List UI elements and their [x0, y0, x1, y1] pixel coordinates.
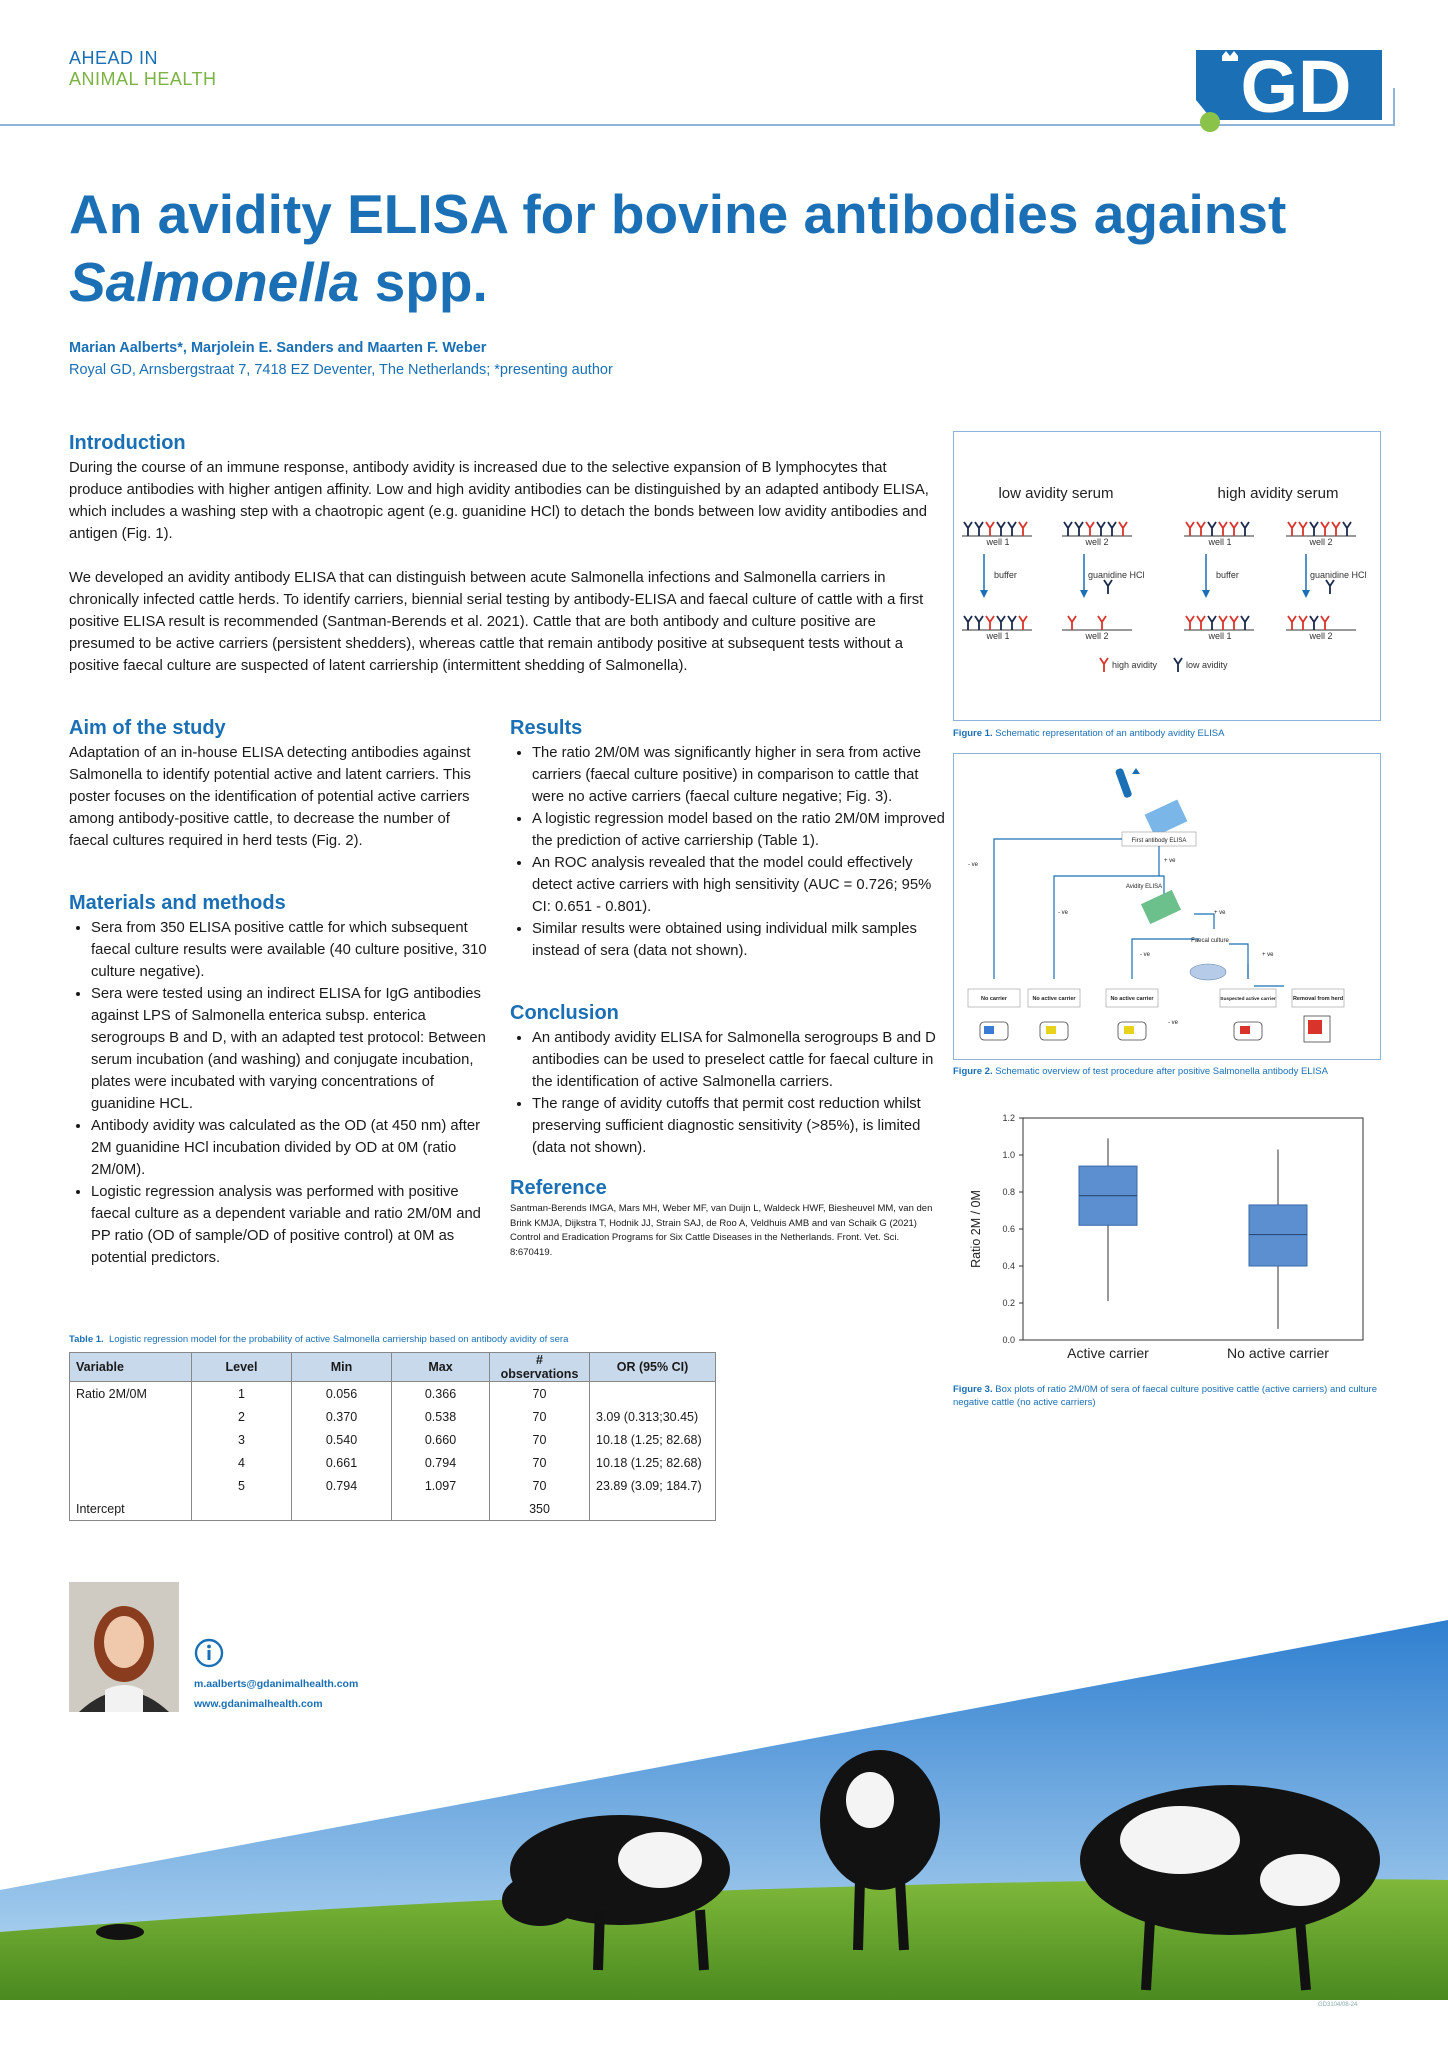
antibody-icons — [962, 522, 1356, 672]
methods-list — [69, 917, 501, 1269]
table-cell: 0.794 — [392, 1451, 490, 1474]
high-avidity-antibody-icon — [1230, 522, 1238, 536]
low-avidity-antibody-icon — [1008, 522, 1016, 536]
low-avidity-antibody-icon — [975, 522, 983, 536]
table-cell — [70, 1428, 192, 1451]
ve-label-1: - ve — [968, 862, 979, 868]
figure2-caption-text: Schematic overview of test procedure after positive Salmonella antibody ELISA — [995, 1066, 1328, 1077]
low-avidity-antibody-icon — [1019, 522, 1027, 536]
high-avidity-antibody-icon — [1219, 616, 1227, 630]
low-avidity-antibody-icon — [1097, 522, 1105, 536]
suspected-carrier-label: Suspected active carrier — [1220, 997, 1276, 1002]
table-cell: 0.794 — [292, 1474, 392, 1497]
table-cell: 10.18 (1.25; 82.68) — [590, 1428, 716, 1451]
figure3-caption-text: Box plots of ratio 2M/0M of sera of faecal culture positive cattle (active carriers) and culture negative cattle (no active carriers) — [953, 1384, 1377, 1408]
x-category-label: Active carrier — [1067, 1345, 1149, 1361]
table1-caption-text: Logistic regression model for the probability of active Salmonella carriership based on antibody avidity of sera — [108, 1334, 569, 1345]
table-row — [70, 1474, 716, 1497]
introduction-para1: During the course of an immune response, antibody avidity is increased due to the selective expansion of B lymphocytes that produce antibodies with higher antigen affinity. Low and high avidity antibodies can be distinguished by an adapted antibody ELISA, which includes a washing step with a chaotropic agent (e.g. guanidine HCl) to detach the bonds between low avidity antibodies and antigen (Fig. 1). — [69, 460, 929, 542]
figure3-caption-label: Figure 3. — [953, 1384, 993, 1395]
column-header: # observations — [490, 1353, 590, 1382]
table-cell: 70 — [490, 1405, 590, 1428]
high-avidity-antibody-icon — [1219, 522, 1227, 536]
logo-text: GD — [1240, 50, 1352, 128]
column-header: Max — [392, 1353, 490, 1382]
results-list — [510, 742, 952, 962]
ve-label-2: + ve — [1164, 858, 1176, 864]
high-avidity-antibody-icon — [1197, 616, 1205, 630]
table-cell — [70, 1451, 192, 1474]
low-avidity-antibody-icon — [975, 616, 983, 630]
avidity-elisa-label: Avidity ELISA — [1125, 884, 1163, 890]
legend-high-label: high avidity — [1112, 660, 1158, 670]
table-cell — [70, 1474, 192, 1497]
figure3-caption — [953, 1383, 1383, 1409]
legend-low-icon — [1174, 658, 1182, 672]
table-cell: 70 — [490, 1382, 590, 1406]
table-cell: 2 — [192, 1405, 292, 1428]
figure2-box — [953, 753, 1381, 1060]
table-cell: 3.09 (0.313;30.45) — [590, 1405, 716, 1428]
table-cell: 10.18 (1.25; 82.68) — [590, 1451, 716, 1474]
guanidine-label: guanidine HCl — [1310, 570, 1367, 580]
column-header: Min — [292, 1353, 392, 1382]
buffer-label: buffer — [1216, 570, 1239, 580]
table1-caption — [69, 1334, 568, 1345]
no-active-carrier-label: No active carrier — [1032, 996, 1076, 1002]
guanidine-label: guanidine HCl — [1088, 570, 1145, 580]
results-item: • Similar results were obtained using individual milk samples instead of sera (data not shown). — [532, 918, 952, 962]
methods-item: • Sera were tested using an indirect ELISA for IgG antibodies against LPS of Salmonella enterica subsp. enterica serogroups B and D, with an adapted test protocol: Between serum incubation (and washing) and conjugate incubation, plates were incubated with varying concentrations of guanidine HCL. — [91, 983, 501, 1115]
high-avidity-antibody-icon — [1343, 522, 1351, 536]
title-rest: spp. — [359, 251, 488, 313]
logo-dot-icon — [1200, 112, 1220, 132]
low-avidity-antibody-icon — [997, 616, 1005, 630]
results-item: • The ratio 2M/0M was significantly higher in sera from active carriers (faecal culture positive) in comparison to cattle that were no active carriers (faecal culture negative; Fig. 3). — [532, 742, 952, 808]
table-row — [70, 1451, 716, 1474]
figure2-caption-label: Figure 2. — [953, 1066, 993, 1077]
no-carrier-label: No carrier — [981, 996, 1007, 1002]
well2-label: well 2 — [1085, 537, 1109, 547]
low-avidity-antibody-icon — [1019, 616, 1027, 630]
faecal-culture-label: Faecal culture — [1191, 938, 1229, 944]
ve-label-3: - ve — [1058, 910, 1069, 916]
box-no-active-carrier — [1249, 1205, 1307, 1266]
low-avidity-antibody-icon — [1086, 522, 1094, 536]
table-header-row — [70, 1353, 716, 1382]
tagline-line2: ANIMAL HEALTH — [69, 69, 217, 89]
table-cell: 3 — [192, 1428, 292, 1451]
low-avidity-antibody-icon — [964, 522, 972, 536]
y-tick-label: 1.2 — [1002, 1113, 1015, 1123]
footer-code: GD3104/08-24 — [1318, 2002, 1358, 2008]
author-photo — [69, 1582, 179, 1712]
header-rule-end — [1393, 88, 1395, 126]
well2-label: well 2 — [1309, 537, 1333, 547]
reference-text: Santman-Berends IMGA, Mars MH, Weber MF, van Duijn L, Waldeck HWF, Biesheuvel MM, van den Brink KMJA, Dijkstra T, Hodnik JJ, Strain SAJ, de Roo A, Veldhuis AMB and van Schaik G (2021) Control and Eradication Programs for Six Cattle Diseases in the Netherlands. Front. Vet. Sci. 8:670419. — [510, 1203, 933, 1258]
header-rule — [0, 124, 1395, 126]
avidity-plate-icon — [1141, 890, 1181, 924]
ve-label-6: + ve — [1262, 952, 1274, 958]
results-item: • An ROC analysis revealed that the model could effectively detect active carriers with high sensitivity (AUC = 0.726; 95% CI: 0.651 - 0.801). — [532, 852, 952, 918]
figure2-caption — [953, 1065, 1383, 1078]
table-row — [70, 1382, 716, 1406]
low-avidity-antibody-icon — [986, 522, 994, 536]
info-icon — [194, 1638, 224, 1668]
high-avidity-antibody-icon — [1288, 522, 1296, 536]
well2-label: well 2 — [1309, 631, 1333, 641]
table-cell: 1 — [192, 1382, 292, 1406]
test-tube-icon — [1115, 768, 1140, 799]
detached-antibody-icon — [1326, 580, 1334, 594]
results-item: • A logistic regression model based on the ratio 2M/0M improved the prediction of active carriership (Table 1). — [532, 808, 952, 852]
table-cell: 0.540 — [292, 1428, 392, 1451]
high-avidity-label: high avidity serum — [1217, 485, 1339, 502]
high-avidity-antibody-icon — [1241, 616, 1249, 630]
low-avidity-antibody-icon — [1108, 522, 1116, 536]
detached-antibody-icon — [1104, 580, 1112, 594]
high-avidity-antibody-icon — [1332, 522, 1340, 536]
results-heading: Results — [510, 717, 583, 739]
well1-label: well 1 — [1208, 631, 1232, 641]
high-avidity-antibody-icon — [1208, 616, 1216, 630]
well1-label: well 1 — [1208, 537, 1232, 547]
conclusion-item: • An antibody avidity ELISA for Salmonella serogroups B and D antibodies can be used to preselect cattle for faecal culture in the identification of active Salmonella carriers. — [532, 1027, 952, 1093]
y-tick-label: 0.2 — [1002, 1298, 1015, 1308]
high-avidity-antibody-icon — [1310, 522, 1318, 536]
authors: Marian Aalberts*, Marjolein E. Sanders and Maarten F. Weber — [69, 340, 487, 356]
table-cell: 70 — [490, 1428, 590, 1451]
well1-label: well 1 — [986, 631, 1010, 641]
y-tick-label: 0.6 — [1002, 1224, 1015, 1234]
high-avidity-antibody-icon — [1299, 522, 1307, 536]
ve-label-4: + ve — [1214, 910, 1226, 916]
low-avidity-antibody-icon — [986, 616, 994, 630]
buffer-label: buffer — [994, 570, 1017, 580]
table-cell — [590, 1497, 716, 1521]
table-row — [70, 1428, 716, 1451]
boxplot-svg — [953, 1108, 1383, 1376]
conclusion-list — [510, 1027, 952, 1159]
high-avidity-antibody-icon — [1186, 616, 1194, 630]
table-cell: 0.538 — [392, 1405, 490, 1428]
petri-dish-icon — [1190, 964, 1226, 980]
table-cell — [192, 1497, 292, 1521]
figure1-box — [953, 431, 1381, 721]
y-axis-label: Ratio 2M / 0M — [969, 1190, 983, 1268]
high-avidity-antibody-icon — [1230, 616, 1238, 630]
figure1-caption-label: Figure 1. — [953, 728, 993, 739]
table-cell: 0.366 — [392, 1382, 490, 1406]
low-avidity-antibody-icon — [1064, 522, 1072, 536]
y-tick-label: 0.0 — [1002, 1335, 1015, 1345]
high-avidity-antibody-icon — [1299, 616, 1307, 630]
table-cell — [70, 1405, 192, 1428]
title-line1: An avidity ELISA for bovine antibodies against — [69, 183, 1287, 245]
table-cell: 70 — [490, 1451, 590, 1474]
cows-in-meadow-image — [0, 1560, 1448, 2000]
table-cell — [292, 1497, 392, 1521]
introduction-heading: Introduction — [69, 432, 186, 454]
first-elisa-label: First antibody ELISA — [1131, 838, 1187, 844]
y-tick-label: 0.8 — [1002, 1187, 1015, 1197]
high-avidity-antibody-icon — [1241, 522, 1249, 536]
methods-item: • Sera from 350 ELISA positive cattle for which subsequent faecal culture results were available (40 culture positive, 310 culture negative). — [91, 917, 501, 983]
low-avidity-antibody-icon — [1008, 616, 1016, 630]
contact-website[interactable]: www.gdanimalhealth.com — [194, 1698, 323, 1710]
table-cell: 0.660 — [392, 1428, 490, 1451]
aim-heading: Aim of the study — [69, 717, 226, 739]
table-cell: 0.056 — [292, 1382, 392, 1406]
ve-label-7: - ve — [1168, 1020, 1179, 1026]
high-avidity-antibody-icon — [1321, 522, 1329, 536]
removal-label: Removal from herd — [1292, 996, 1344, 1002]
table-cell: Intercept — [70, 1497, 192, 1521]
figure3-chart — [953, 1108, 1383, 1376]
high-avidity-antibody-icon — [1321, 616, 1329, 630]
table-cell — [590, 1382, 716, 1406]
table-body — [70, 1382, 716, 1521]
contact-email[interactable]: m.aalberts@gdanimalhealth.com — [194, 1678, 359, 1690]
table-cell: 350 — [490, 1497, 590, 1521]
introduction-para2: We developed an avidity antibody ELISA that can distinguish between acute Salmonella infections and Salmonella carriers in chronically infected cattle herds. To identify carriers, biennial serial testing by antibody-ELISA and faecal culture of cattle with a first positive ELISA result is recommended (Santman-Berends et al. 2021). Cattle that are both antibody and culture positive are presumed to be active carriers (persistent shedders), whereas cattle that remain antibody positive at subsequent tests without a positive faecal culture are suspected of latent carriership (intermittent shedding of Salmonella). — [69, 570, 924, 674]
table-cell: 0.370 — [292, 1405, 392, 1428]
x-category-label: No active carrier — [1227, 1345, 1329, 1361]
column-header: Level — [192, 1353, 292, 1382]
high-avidity-antibody-icon — [1068, 616, 1076, 630]
figure2-flowchart — [954, 754, 1380, 1059]
column-header: Variable — [70, 1353, 192, 1382]
table-cell: 4 — [192, 1451, 292, 1474]
aim-text: Adaptation of an in-house ELISA detecting antibodies against Salmonella to identify potential active and latent carriers. This poster focuses on the identification of potential active carriers among antibody-positive cattle, to decrease the number of faecal cultures required in herd tests (Fig. 2). — [69, 745, 471, 849]
high-avidity-antibody-icon — [1208, 522, 1216, 536]
low-avidity-antibody-icon — [964, 616, 972, 630]
affiliation: Royal GD, Arnsbergstraat 7, 7418 EZ Deventer, The Netherlands; *presenting author — [69, 362, 613, 378]
figure1-caption — [953, 727, 1383, 740]
ve-label-5: - ve — [1140, 952, 1151, 958]
high-avidity-antibody-icon — [1098, 616, 1106, 630]
table-row — [70, 1405, 716, 1428]
high-avidity-antibody-icon — [1186, 522, 1194, 536]
plot-frame — [1023, 1118, 1363, 1340]
methods-heading: Materials and methods — [69, 892, 286, 914]
table-cell: 5 — [192, 1474, 292, 1497]
table-cell: Ratio 2M/0M — [70, 1382, 192, 1406]
legend-low-label: low avidity — [1186, 660, 1228, 670]
title-line2 — [69, 248, 1369, 316]
figure1-diagram — [954, 432, 1380, 720]
gd-logo — [1196, 50, 1382, 134]
poster-title — [69, 180, 1369, 316]
low-avidity-antibody-icon — [1119, 522, 1127, 536]
conclusion-heading: Conclusion — [510, 1002, 619, 1024]
no-active-carrier-label: No active carrier — [1110, 996, 1154, 1002]
conclusion-item: • The range of avidity cutoffs that permit cost reduction whilst preserving sufficient diagnostic sensitivity (>85%), is limited (data not shown). — [532, 1093, 952, 1159]
methods-item: • Antibody avidity was calculated as the OD (at 450 nm) after 2M guanidine HCl incubation divided by OD at 0M (ratio 2M/0M). — [91, 1115, 501, 1181]
cow-icons — [980, 1016, 1330, 1042]
well2-label: well 2 — [1085, 631, 1109, 641]
table1 — [69, 1352, 716, 1521]
elisa-plate-icon — [1145, 800, 1188, 837]
high-avidity-antibody-icon — [1288, 616, 1296, 630]
low-avidity-antibody-icon — [1075, 522, 1083, 536]
y-tick-label: 1.0 — [1002, 1150, 1015, 1160]
reference-heading: Reference — [510, 1177, 607, 1199]
y-tick-label: 0.4 — [1002, 1261, 1015, 1271]
table-cell: 1.097 — [392, 1474, 490, 1497]
table1-caption-label: Table 1. — [69, 1334, 104, 1345]
low-avidity-antibody-icon — [997, 522, 1005, 536]
table-cell: 0.661 — [292, 1451, 392, 1474]
table-row — [70, 1497, 716, 1521]
low-avidity-label: low avidity serum — [998, 485, 1114, 502]
high-avidity-antibody-icon — [1310, 616, 1318, 630]
table-cell: 23.89 (3.09; 184.7) — [590, 1474, 716, 1497]
methods-item: • Logistic regression analysis was performed with positive faecal culture as a dependent variable and ratio 2M/0M and PP ratio (OD of sample/OD of positive control) at 0M as potential predictors. — [91, 1181, 501, 1269]
column-header: OR (95% CI) — [590, 1353, 716, 1382]
high-avidity-antibody-icon — [1197, 522, 1205, 536]
table-cell — [392, 1497, 490, 1521]
figure1-caption-text: Schematic representation of an antibody avidity ELISA — [995, 728, 1225, 739]
well1-label: well 1 — [986, 537, 1010, 547]
title-italic: Salmonella — [69, 251, 360, 313]
table-cell: 70 — [490, 1474, 590, 1497]
tagline — [69, 48, 217, 90]
legend-high-icon — [1100, 658, 1108, 672]
tagline-line1: AHEAD IN — [69, 48, 159, 68]
